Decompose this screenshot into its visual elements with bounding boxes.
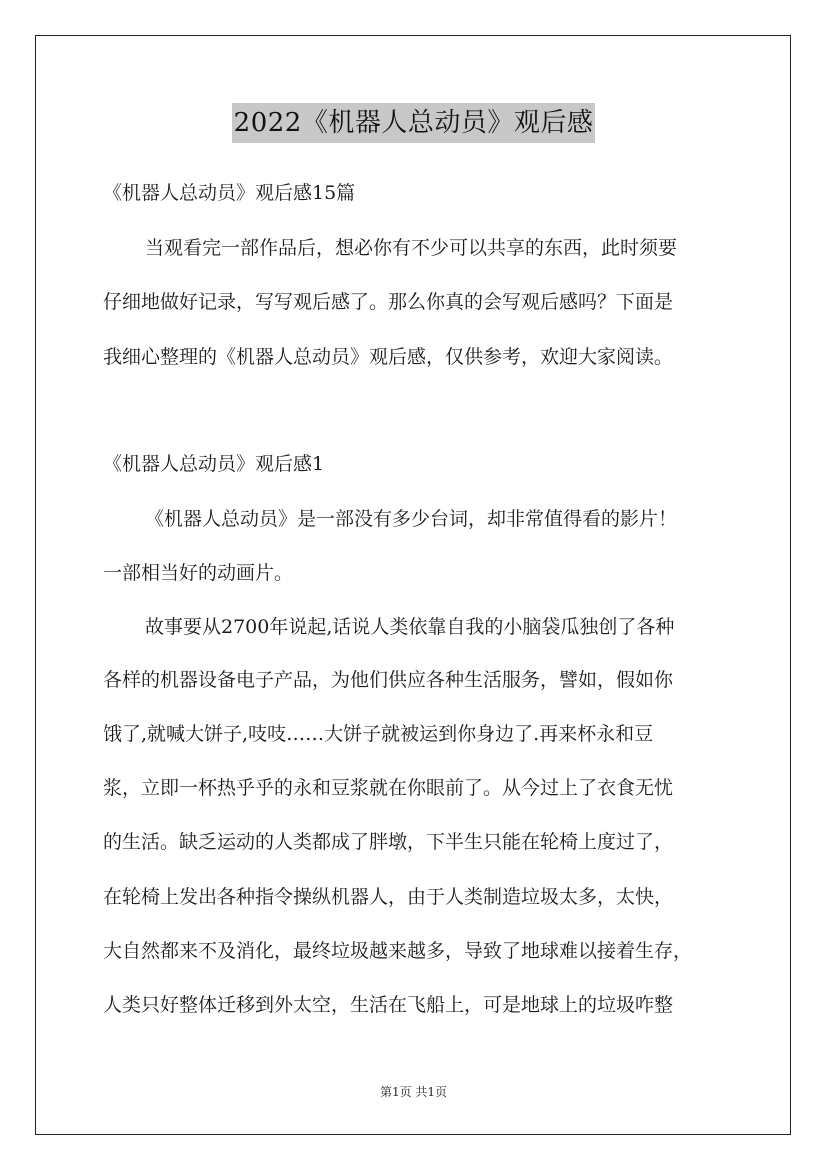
para2-line-5: 的生活。缺乏运动的人类都成了胖墩，下半生只能在轮椅上度过了，: [103, 831, 674, 853]
document-subtitle: 《机器人总动员》观后感15篇: [103, 182, 356, 204]
document-title: 2022《机器人总动员》观后感: [232, 103, 596, 143]
intro-line-3: 我细心整理的《机器人总动员》观后感，仅供参考，欢迎大家阅读。: [103, 346, 674, 368]
intro-line-2: 仔细地做好记录，写写观后感了。那么你真的会写观后感吗？下面是: [103, 291, 674, 313]
para1-line-2: 一部相当好的动画片。: [103, 562, 294, 584]
page-footer: 第1页 共1页: [379, 1085, 448, 1099]
para1-line-1: 《机器人总动员》是一部没有多少台词，却非常值得看的影片！: [145, 508, 678, 530]
title-container: [0, 103, 827, 143]
intro-line-1: 当观看完一部作品后，想必你有不少可以共享的东西，此时须要: [145, 237, 678, 259]
para2-line-8: 人类只好整体迁移到外太空，生活在飞船上，可是地球上的垃圾咋整: [103, 994, 674, 1016]
para2-line-4: 浆，立即一杯热乎乎的永和豆浆就在你眼前了。从今过上了衣食无忧: [103, 777, 674, 799]
para2-line-2: 各样的机器设备电子产品，为他们供应各种生活服务，譬如，假如你: [103, 669, 674, 691]
para2-line-1: 故事要从2700年说起,话说人类依靠自我的小脑袋瓜独创了各种: [145, 616, 675, 638]
para2-line-6: 在轮椅上发出各种指令操纵机器人，由于人类制造垃圾太多，太快，: [103, 886, 674, 908]
para2-line-7: 大自然都来不及消化，最终垃圾越来越多，导致了地球难以接着生存，: [103, 940, 693, 962]
section-heading: 《机器人总动员》观后感1: [103, 453, 325, 475]
para2-line-3: 饿了,就喊大饼子,吱吱……大饼子就被运到你身边了.再来杯永和豆: [103, 723, 654, 745]
